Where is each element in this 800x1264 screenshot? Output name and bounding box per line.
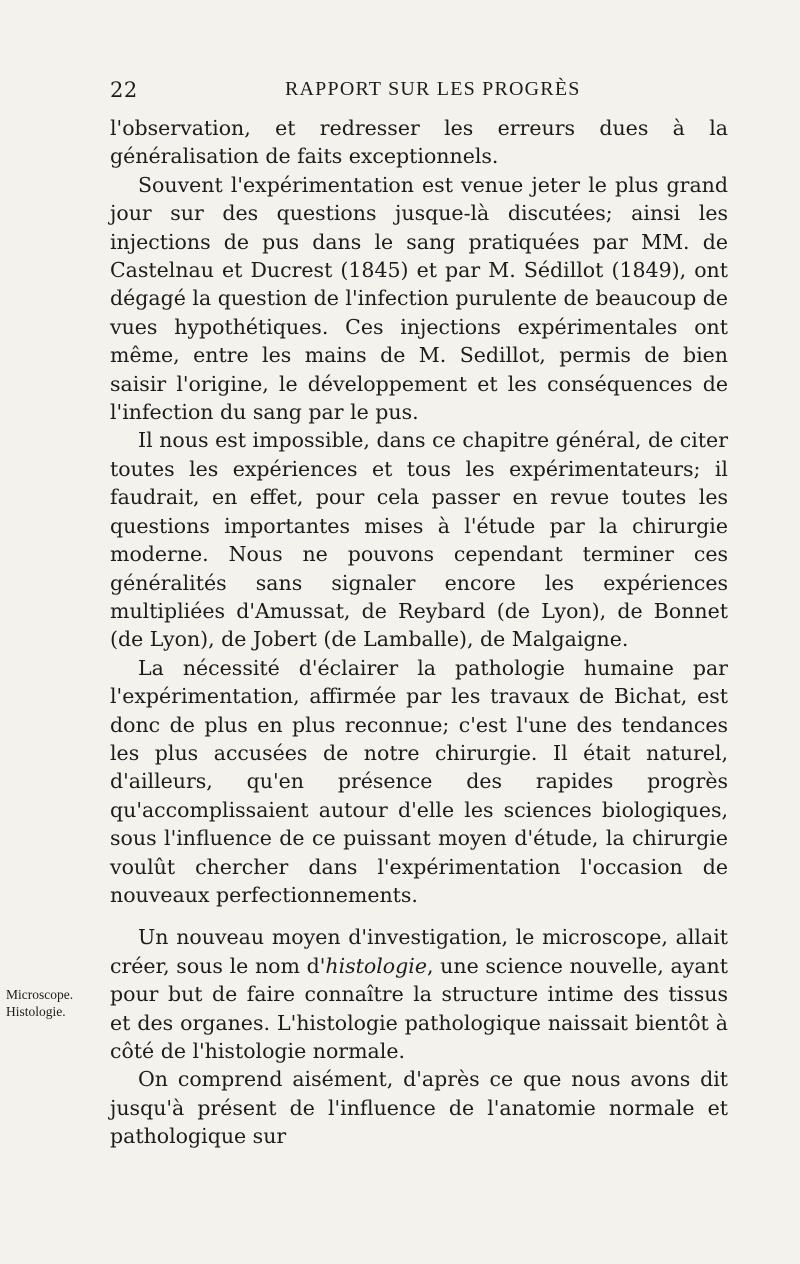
margin-note-histologie: Histologie. <box>6 1004 66 1019</box>
paragraph-experimentation: Souvent l'expérimentation est venue jeter le plus grand jour sur des questions jusque-là discutées; ainsi les injections de pus dans le sang pratiquées par MM. de Castelnau et Ducrest (1845) et par M. Sédillot (1849), ont dégagé la question de l'infection purulente de beaucoup de vues hypothétiques. Ces injections expérimentales ont même, entre les mains de M. Sedillot, permis de bien saisir l'origine, le développement et les conséquences de l'infection du sang par le pus. <box>110 172 728 425</box>
main-text <box>110 114 728 1151</box>
italic-histologie: histologie <box>325 953 427 978</box>
margin-notes <box>6 986 102 1020</box>
paragraph-influence: On comprend aisément, d'après ce que nous avons dit jusqu'à présent de l'influence de l'anatomie normale et pathologique sur <box>110 1067 728 1149</box>
page-number: 22 <box>110 78 138 102</box>
paragraph-necessite: La nécessité d'éclairer la pathologie humaine par l'expérimentation, affirmée par les travaux de Bichat, est donc de plus en plus reconnue; c'est l'une des tendances les plus accusées de notre chirurgie. Il était naturel, d'ailleurs, qu'en présence des rapides progrès qu'accomplissaient autour d'elle les sciences biologiques, sous l'influence de ce puissant moyen d'étude, la chirurgie voulût chercher dans l'expérimentation l'occasion de nouveaux perfectionnements. <box>110 655 728 907</box>
paragraph-continuation: l'observation, et redresser les erreurs dues à la généralisation de faits exceptionnels. <box>110 116 728 169</box>
running-title: RAPPORT SUR LES PROGRÈS <box>285 78 581 100</box>
paragraph-microscope <box>110 923 728 1065</box>
paragraph-microscope-end: , une science nouvelle, ayant pour but de faire connaître la structure intime des tissus et des organes. L'histologie pathologique naissait bientôt à côté de l'histologie normale. <box>110 953 728 1063</box>
margin-note-microscope: Microscope. <box>6 987 74 1002</box>
paragraph-microscope-start: Un nouveau moyen d'investigation, le microscope, allait créer, sous le nom d' <box>110 925 728 978</box>
paragraph-experiences: Il nous est impossible, dans ce chapitre général, de citer toutes les expériences et tous les expérimentateurs; il faudrait, en effet, pour cela passer en revue toutes les questions importantes mises à l'étude par la chirurgie moderne. Nous ne pouvons cependant terminer ces généralités sans signaler encore les expériences multipliées d'Amussat, de Reybard (de Lyon), de Bonnet (de Lyon), de Jobert (de Lamballe), de Malgaigne. <box>110 428 728 652</box>
page-header <box>0 78 800 108</box>
